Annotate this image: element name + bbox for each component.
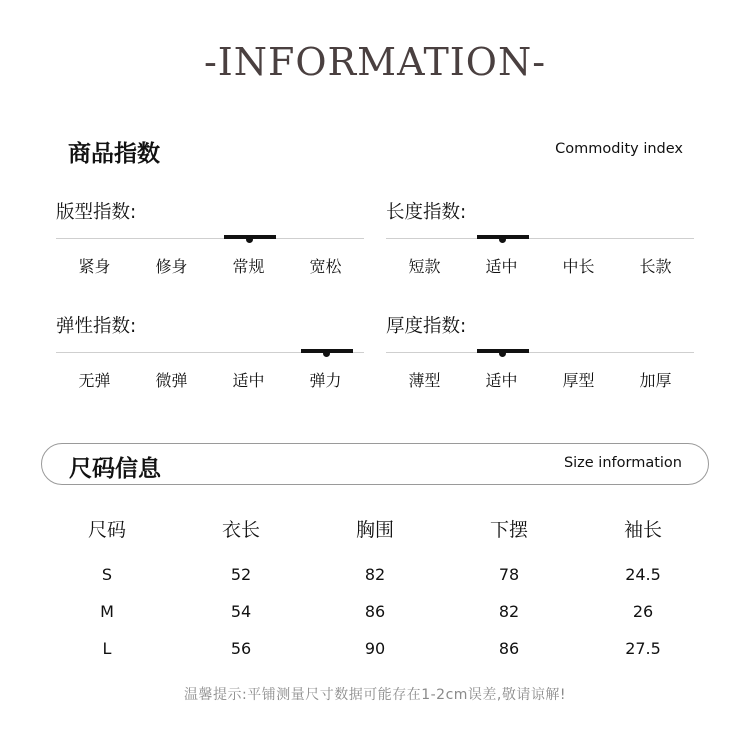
thickness-index — [386, 312, 694, 392]
table-cell: 52 — [230, 565, 252, 584]
table-cell: 56 — [230, 639, 252, 658]
column-header: 尺码 — [87, 518, 126, 541]
table-cell: 26 — [632, 602, 654, 621]
thickness-index-label: 厚度指数: — [386, 316, 467, 337]
length-index — [386, 198, 694, 278]
length-index-option: 适中 — [485, 257, 518, 276]
column-header: 胸围 — [355, 518, 394, 541]
fit-index-scale — [56, 238, 364, 239]
table-cell: M — [100, 602, 114, 621]
elasticity-index — [56, 312, 364, 392]
fit-index-option: 紧身 — [78, 257, 111, 276]
length-index-scale — [386, 238, 694, 239]
thickness-index-option: 厚型 — [562, 371, 595, 390]
thickness-index-marker — [477, 349, 529, 353]
table-cell: 90 — [364, 639, 386, 658]
page-title: -INFORMATION- — [203, 40, 547, 84]
table-cell: L — [102, 639, 112, 658]
thickness-index-option: 薄型 — [408, 371, 441, 390]
length-index-label: 长度指数: — [386, 202, 467, 223]
table-cell: 78 — [498, 565, 520, 584]
thickness-index-option: 加厚 — [639, 371, 672, 390]
measurement-note: 温馨提示:平铺测量尺寸数据可能存在1-2cm误差,敬请谅解! — [184, 687, 566, 703]
table-row — [40, 593, 710, 630]
fit-index-label: 版型指数: — [56, 202, 137, 223]
length-index-option: 短款 — [408, 257, 441, 276]
commodity-subheading: Commodity index — [555, 141, 683, 157]
column-header: 袖长 — [623, 518, 662, 541]
table-cell: 86 — [498, 639, 520, 658]
thickness-index-scale — [386, 352, 694, 353]
length-index-option: 中长 — [562, 257, 595, 276]
table-cell: 86 — [364, 602, 386, 621]
table-row — [40, 556, 710, 593]
table-cell: 82 — [364, 565, 386, 584]
elasticity-index-option: 无弹 — [78, 371, 111, 390]
size-table — [40, 514, 710, 667]
table-cell: 27.5 — [625, 639, 661, 658]
table-cell: S — [101, 565, 113, 584]
fit-index-marker — [224, 235, 276, 239]
elasticity-index-label: 弹性指数: — [56, 316, 137, 337]
size-table-header — [40, 514, 710, 542]
length-index-option: 长款 — [639, 257, 672, 276]
fit-index-option: 修身 — [155, 257, 188, 276]
elasticity-index-marker — [301, 349, 353, 353]
fit-index-option: 常规 — [232, 257, 265, 276]
elasticity-index-option: 微弹 — [155, 371, 188, 390]
column-header: 衣长 — [221, 518, 260, 541]
column-header: 下摆 — [489, 518, 528, 541]
commodity-heading: 商品指数 — [68, 141, 160, 167]
table-cell: 54 — [230, 602, 252, 621]
size-section-header — [41, 443, 709, 485]
elasticity-index-option: 适中 — [232, 371, 265, 390]
table-row — [40, 630, 710, 667]
fit-index-option: 宽松 — [309, 257, 342, 276]
thickness-index-option: 适中 — [485, 371, 518, 390]
table-cell: 82 — [498, 602, 520, 621]
length-index-marker — [477, 235, 529, 239]
elasticity-index-option: 弹力 — [309, 371, 342, 390]
table-cell: 24.5 — [625, 565, 661, 584]
fit-index — [56, 198, 364, 278]
size-subheading: Size information — [563, 455, 682, 471]
size-heading: 尺码信息 — [69, 456, 161, 482]
